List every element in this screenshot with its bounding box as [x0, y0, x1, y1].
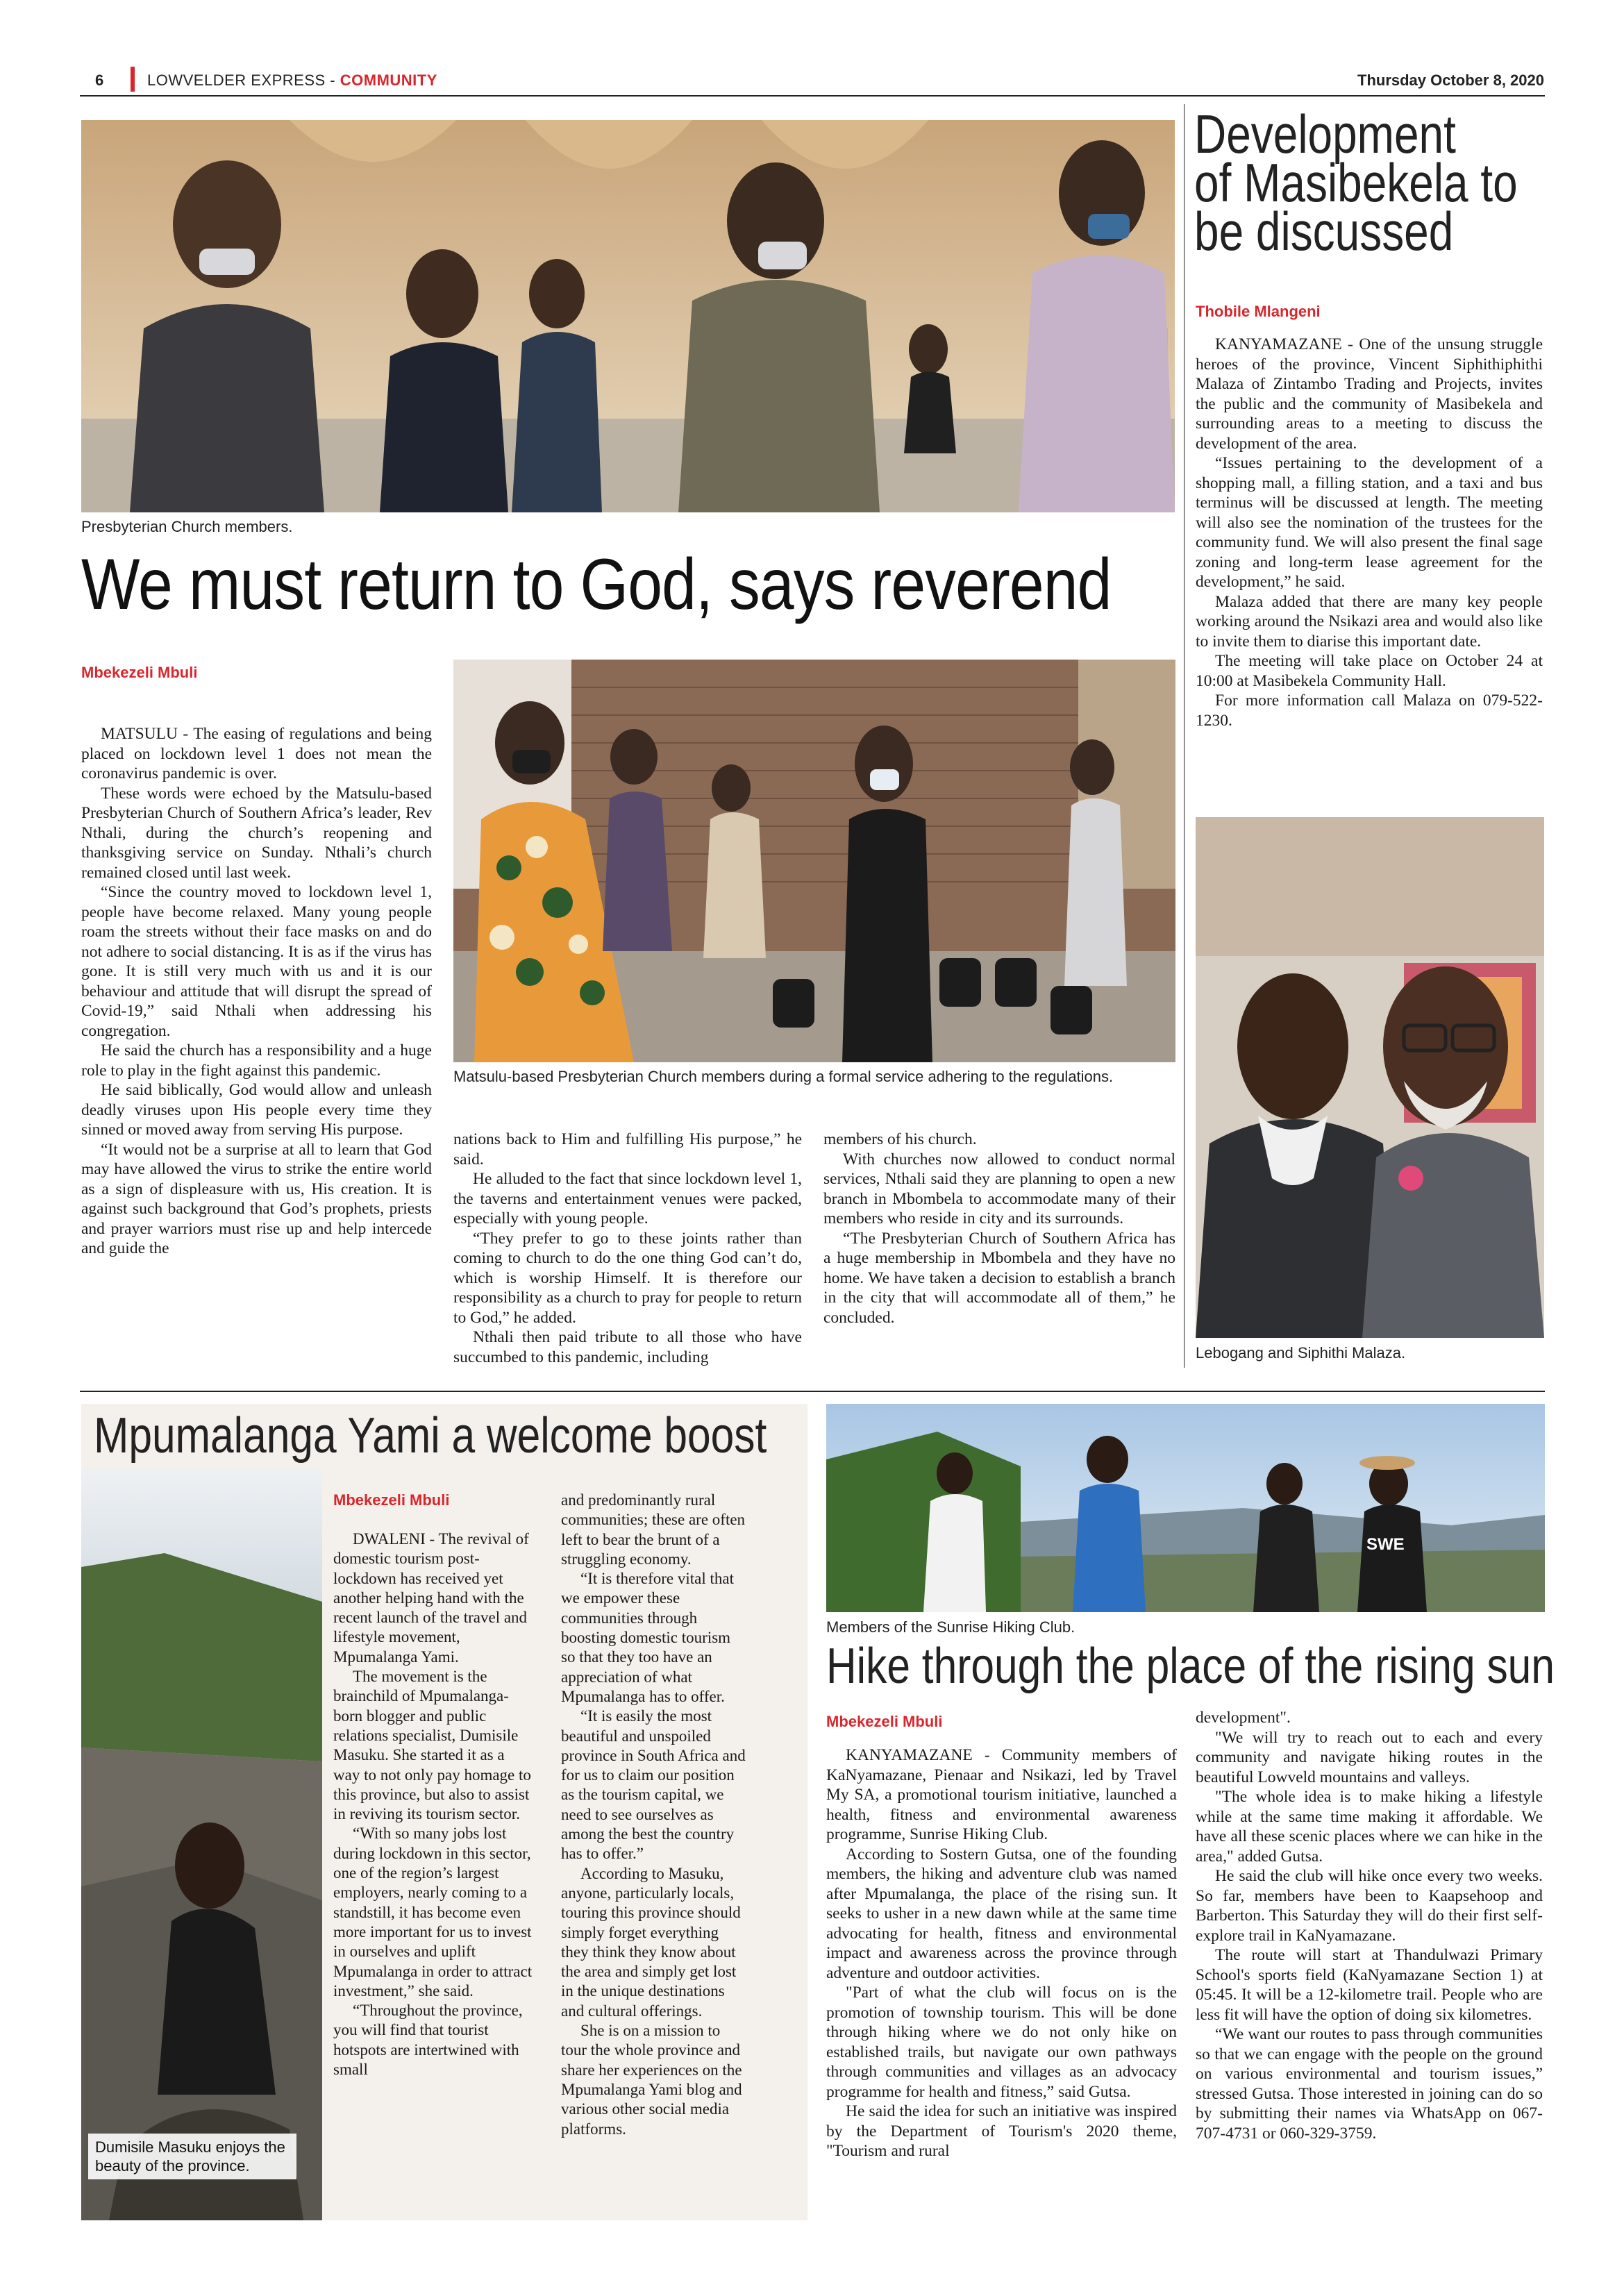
article1-column-2 — [453, 1130, 802, 1367]
church-members-photo — [81, 120, 1175, 512]
formal-service-illustration — [453, 660, 1175, 1062]
issue-date: Thursday October 8, 2020 — [1357, 72, 1544, 89]
paragraph: Malaza added that there are many key people working around the Nsikazi area and would also like to invite them to diarise this important date. — [1196, 592, 1543, 651]
paragraph: The movement is the brainchild of Mpumalanga-born blogger and public relations specialist, Dumisile Masuku. She started it as a way to not only pay homage to this province, but also to assist in reviving its tourism sector. — [333, 1668, 531, 1823]
paragraph: "The whole idea is to make hiking a lifestyle while at the same time making it affordable. We have all these scenic places where we can hike in the area," added Gutsa. — [1196, 1788, 1543, 1866]
masuku-photo — [81, 1470, 322, 2220]
article3-byline: Mbekezeli Mbuli — [333, 1491, 450, 1509]
header-rule — [80, 95, 1545, 97]
paragraph: “Since the country moved to lockdown level 1, people have become relaxed. Many young people roam the streets without their face masks on and do not adhere to social distancing. It is as if the virus has gone. It is still very much with us and it is our behaviour and attitude that will disrupt the spread of Covid-19,” said Nthali when addressing his congregation. — [81, 883, 432, 1040]
paragraph: According to Masuku, anyone, particularly locals, touring this province should simply forget everything they think they know about the area and simply get lost in the unique destinations and cultural offerings. — [561, 1864, 741, 2020]
church-members-caption: Presbyterian Church members. — [81, 518, 293, 535]
paragraph: He said the church has a responsibility and a huge role to play in the fight against this pandemic. — [81, 1041, 432, 1080]
malaza-caption: Lebogang and Siphithi Malaza. — [1196, 1344, 1406, 1361]
article1-column-3 — [823, 1130, 1175, 1327]
formal-service-caption: Matsulu-based Presbyterian Church members during a formal service adhering to the regulations. — [453, 1068, 1114, 1085]
paragraph: “It is easily the most beautiful and unspoiled province in South Africa and for us to claim our position as the tourism capital, we need to see ourselves as among the best the country has to offer.” — [561, 1707, 746, 1863]
article3-column-2 — [561, 1491, 748, 2139]
hiking-club-caption: Members of the Sunrise Hiking Club. — [826, 1618, 1075, 1636]
paragraph: With churches now allowed to conduct normal services, Nthali said they are planning to open a new branch in Mbombela to accommodate many of their members who reside in city and its surrounds. — [823, 1150, 1175, 1227]
hiking-club-illustration — [826, 1404, 1545, 1612]
paragraph: These words were echoed by the Matsulu-based Presbyterian Church of Southern Africa’s leader, Rev Nthali, during the church’s reopening and thanksgiving service on Sunday. Nthali’s church remained closed until last week. — [81, 784, 432, 882]
malaza-photo — [1196, 817, 1544, 1338]
paragraph: She is on a mission to tour the whole province and share her experiences on the Mpumalanga Yami blog and various other social media platforms. — [561, 2022, 742, 2138]
paragraph: The meeting will take place on October 24 at 10:00 at Masibekela Community Hall. — [1196, 652, 1543, 690]
article2-byline: Thobile Mlangeni — [1196, 303, 1321, 320]
paragraph: “It is therefore vital that we empower these communities through boosting domestic tourism so that they too have an appreciation of what Mpumalanga has to offer. — [561, 1570, 734, 1705]
article3-headline: Mpumalanga Yami a welcome boost — [94, 1408, 767, 1464]
paragraph: The route will start at Thandulwazi Primary School's sports field (KaNyamazane Section 1) at 05:45. It will be a 12-kilometre trail. People who are less fit will have the option of doing six kilometres. — [1196, 1946, 1543, 2024]
paragraph: He alluded to the fact that since lockdown level 1, the taverns and entertainment venues were packed, especially with young people. — [453, 1170, 802, 1227]
paragraph: “It would not be a surprise at all to learn that God may have allowed the virus to strike the entire world as a sign of displeasure with us, His creation. It is against such background that God’s prophets, priests and prayer warriors must rise up and help intercede and guide the — [81, 1140, 432, 1257]
paragraph: “They prefer to go to these joints rather than coming to church to do the one thing God can’t do, which is worship Himself. It is therefore our responsibility as a church to pray for people to return to God,” he added. — [453, 1229, 802, 1327]
publication-name — [147, 72, 437, 90]
paragraph: and predominantly rural communities; these are often left to bear the brunt of a struggling economy. — [561, 1491, 746, 1568]
paragraph: KANYAMAZANE - One of the unsung struggle heroes of the province, Vincent Siphithiphithi Malaza of Zintambo Trading and Projects, invites the public and the community of Masibekela and surrounding areas to a meeting to discuss the development of the area. — [1196, 335, 1543, 453]
paragraph: “Throughout the province, you will find that tourist hotspots are intertwined with small — [333, 2002, 523, 2079]
headline-line: of Masibekela to — [1194, 152, 1518, 213]
paragraph: "We will try to reach out to each and every community and navigate hiking routes in the beautiful Lowveld mountains and valleys. — [1196, 1728, 1543, 1786]
paragraph: Nthali then paid tribute to all those who have succumbed to this pandemic, including — [453, 1328, 802, 1366]
masuku-illustration — [81, 1470, 322, 2220]
paragraph: He said biblically, God would allow and unleash deadly viruses upon His people every time they sinned or moved away from serving His purpose. — [81, 1081, 432, 1139]
section-rule — [80, 1391, 1545, 1392]
paragraph: According to Sostern Gutsa, one of the founding members, the hiking and adventure club was named after Mpumalanga, the place of the rising sun. It seeks to usher in a new dawn while at the same time advocating for health, fitness and environmental impact and awareness across the province through adventure and outdoor activities. — [826, 1845, 1177, 1982]
article4-byline: Mbekezeli Mbuli — [826, 1713, 943, 1730]
paragraph: development". — [1196, 1709, 1291, 1727]
article4-column-1 — [826, 1745, 1177, 2161]
paragraph: nations back to Him and fulfilling His purpose,” he said. — [453, 1130, 802, 1168]
article1-byline: Mbekezeli Mbuli — [81, 664, 198, 681]
paragraph: “Issues pertaining to the development of a shopping mall, a filling station, and a taxi and bus terminus will be discussed at length. The meeting will also see the nomination of the trustees for the community fund. We will also present the final sage zoning and long-term lease agreement for the development,” he said. — [1196, 454, 1543, 591]
paragraph: MATSULU - The easing of regulations and being placed on lockdown level 1 does not mean the coronavirus pandemic is over. — [81, 725, 432, 782]
formal-service-photo — [453, 660, 1175, 1062]
article4-headline: Hike through the place of the rising sun — [826, 1639, 1555, 1694]
shirt-text: SWE — [1366, 1535, 1405, 1554]
malaza-illustration — [1196, 817, 1544, 1338]
article2-headline — [1194, 103, 1518, 262]
paragraph: members of his church. — [823, 1130, 977, 1148]
page-number: 6 — [95, 72, 104, 89]
paragraph: “The Presbyterian Church of Southern Africa has a huge membership in Mbombela and they have no home. We have taken a decision to establish a branch in the city that will accommodate all of them,” he concluded. — [823, 1229, 1175, 1327]
church-members-illustration — [81, 120, 1175, 512]
paragraph: He said the idea for such an initiative was inspired by the Department of Tourism's 2020 theme, "Tourism and rural — [826, 2102, 1177, 2160]
article1-headline: We must return to God, says reverend — [81, 544, 1112, 625]
article2-body — [1196, 335, 1543, 730]
header-red-bar — [131, 67, 135, 92]
paragraph: DWALENI - The revival of domestic tourism post-lockdown has received yet another helping hand with the recent launch of the travel and lifestyle movement, Mpumalanga Yami. — [333, 1530, 529, 1666]
masuku-caption: Dumisile Masuku enjoys the beauty of the province. — [88, 2134, 296, 2179]
section-name: COMMUNITY — [340, 72, 437, 89]
hiking-club-photo — [826, 1404, 1545, 1612]
paragraph: KANYAMAZANE - Community members of KaNyamazane, Pienaar and Nsikazi, led by Travel My SA, a promotional tourism initiative, launched a health, fitness and environmental awareness programme, Sunrise Hiking Club. — [826, 1746, 1177, 1843]
paragraph: For more information call Malaza on 079-522-1230. — [1196, 692, 1543, 730]
article3-column-1 — [333, 1530, 535, 2079]
headline-line: be discussed — [1194, 201, 1454, 262]
paragraph: "Part of what the club will focus on is the promotion of township tourism. This will be done through hiking where we do not only hike on established trails, but navigate our own pathways through communities and villages as an advocacy programme for health and fitness,” said Gutsa. — [826, 1984, 1177, 2101]
article1-column-1 — [81, 724, 432, 1259]
paragraph: “With so many jobs lost during lockdown in this sector, one of the region’s largest employers, nearly coming to a standstill, it has become even more important for us to invest in ourselves and uplift Mpumalanga in order to attract investment,” she said. — [333, 1825, 533, 2000]
headline-line: Development — [1194, 103, 1456, 165]
paragraph: “We want our routes to pass through communities so that we can engage with the people on the ground on various environmental and tourism issues,” stressed Gutsa. Those interested in joining can do so by submitting their names via WhatsApp on 067-707-4731 or 060-329-3759. — [1196, 2025, 1543, 2143]
article4-column-2 — [1196, 1708, 1543, 2143]
paragraph: He said the club will hike once every two weeks. So far, members have been to Kaapsehoop and Barberton. This Saturday they will do their first self-explore trail in KaNyamazane. — [1196, 1867, 1543, 1945]
publication-title: LOWVELDER EXPRESS - — [147, 72, 340, 89]
